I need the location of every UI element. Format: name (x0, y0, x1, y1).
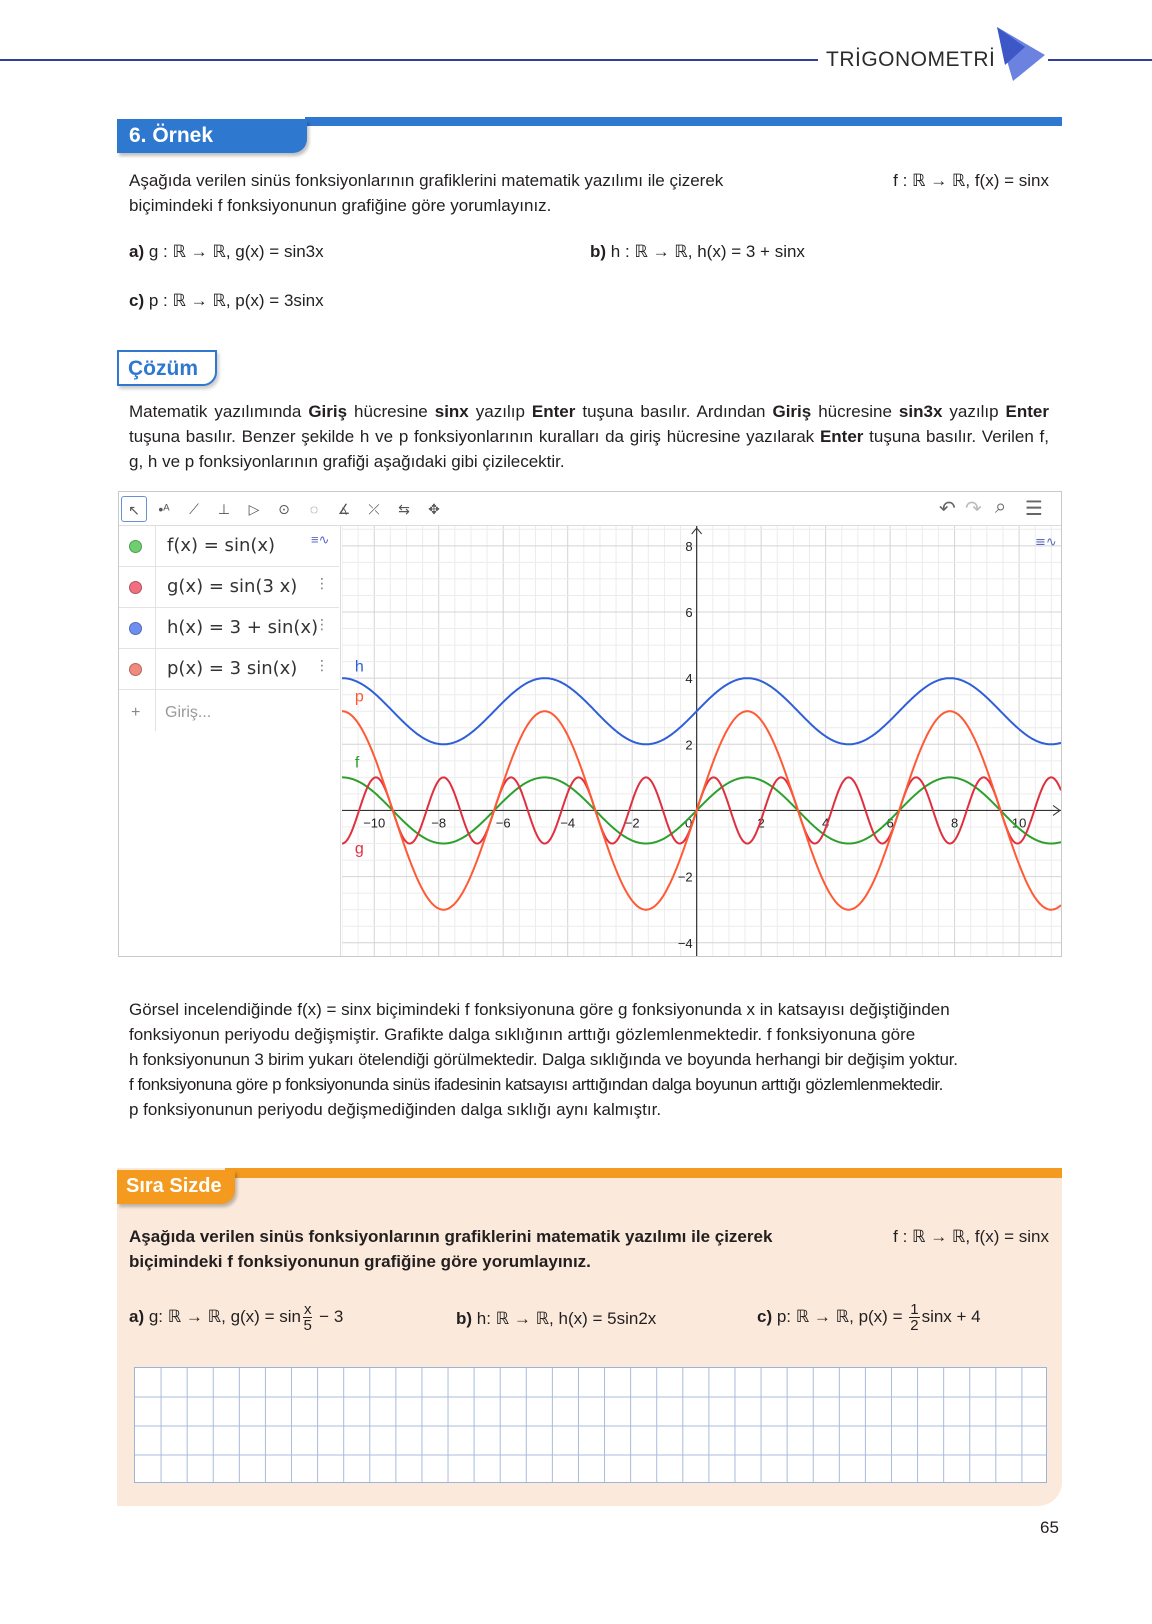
series-label-p: p (354, 688, 364, 706)
series-label-h: h (354, 658, 364, 676)
example-tab (117, 119, 307, 153)
x-tick-label: 8 (950, 815, 959, 831)
undo-icon[interactable]: ↶ (939, 498, 956, 520)
visibility-toggle[interactable] (129, 663, 142, 676)
item-c-label: c) (129, 291, 145, 310)
redo-icon[interactable]: ↷ (965, 498, 982, 520)
practice-item-b: b) h: ℝ → ℝ, h(x) = 5sin2x (456, 1309, 657, 1328)
line-tool-icon[interactable]: ⟋ (189, 501, 199, 517)
algebra-row-p[interactable] (119, 649, 339, 690)
item-c-text: p : ℝ → ℝ, p(x) = 3sinx (144, 291, 324, 310)
visibility-toggle[interactable] (129, 581, 142, 594)
answer-grid[interactable] (134, 1367, 1047, 1483)
practice-f: f : ℝ → ℝ, f(x) = sinx (893, 1227, 1049, 1246)
x-tick-label: −2 (624, 815, 640, 831)
more-options-icon[interactable]: ⋮ (315, 657, 329, 673)
algebra-expression[interactable]: p(x) = 3 sin(x) (167, 658, 298, 679)
y-tick-label: 2 (685, 737, 693, 753)
point-tool-icon[interactable]: •ᴬ (158, 501, 170, 517)
more-options-icon[interactable]: ⋮ (315, 616, 329, 632)
chapter-triangle-icon (995, 25, 1047, 83)
practice-line2: biçimindeki f fonksiyonunun grafiğine göre yorumlayınız. (129, 1252, 591, 1271)
header-rule-left (0, 59, 818, 61)
x-tick-label: 2 (757, 815, 765, 831)
example-intro-line2: biçimindeki f fonksiyonunun grafiğine göre yorumlayınız. (129, 196, 552, 215)
example-intro (129, 168, 1049, 218)
practice-item-c: c) p: ℝ → ℝ, p(x) = $\frac{1}{2}$ sinx + 4 (757, 1301, 981, 1334)
practice-heading-bar (225, 1168, 1062, 1178)
item-a-label: a) (129, 242, 145, 261)
example-intro-f: f : ℝ → ℝ, f(x) = sinx (893, 171, 1049, 190)
perpendicular-tool-icon[interactable]: ⊥ (217, 501, 231, 517)
circle-tool-icon[interactable]: ⊙ (278, 501, 290, 517)
practice-line1: Aşağıda verilen sinüs fonksiyonlarının grafiklerini matematik yazılımı ile çizerek (129, 1227, 773, 1246)
practice-item-a: a) g: ℝ → ℝ, g(x) = sin $\frac{x}{5}$ − 3 (129, 1301, 344, 1334)
solution-paragraph: Matematik yazılımında Giriş hücresine sinx yazılıp Enter tuşuna basılır. Ardından Giriş hücresine sin3x yazılıp Enter tuşuna basılır. Benzer şekilde h ve p fonksiyonlarının kuralları da giriş hücresine yazılarak Enter tuşuna basılır. Verilen f, g, h ve p fonksiyonlarının grafiği aşağıdaki gibi çizilecektir. (129, 402, 1049, 471)
x-tick-label: −10 (363, 815, 386, 831)
angle-tool-icon[interactable]: ∡ (337, 501, 351, 517)
x-tick-label: 10 (1011, 815, 1027, 831)
practice-question (129, 1224, 1049, 1274)
header-rule-right (1048, 59, 1152, 61)
move-tool-icon[interactable]: ↖ (121, 496, 147, 522)
algebra-expression[interactable]: h(x) = 3 + sin(x) (167, 617, 319, 638)
search-icon[interactable]: ⌕ (995, 496, 1007, 518)
item-b-label: b) (590, 242, 607, 261)
y-tick-label: −2 (677, 869, 693, 885)
series-label-f: f (354, 754, 360, 772)
solution-tab (117, 350, 217, 386)
remarks-paragraph: Görsel incelendiğinde f(x) = sinx biçimindeki f fonksiyonuna göre g fonksiyonunda x in katsayısı değiştiğinden fonksiyonun periyodu değişmiştir. Grafikte dalga sıklığının arttığı gözlemlenmektedir. f fonksiyonuna göre h fonksiyonunun 3 birim yukarı ötelendiği görülmektedir. Dalga sıklığında ve boyunda herhangi bir değişim yoktur. f fonksiyonuna göre p fonksiyonunda sinüs ifadesinin katsayısı arttığından dalga boyunun arttığı gözlemlenmektedir. p fonksiyonunun periyodu değişmediğinden dalga sıklığı aynı kalmıştır. (129, 1000, 958, 1119)
example-item-b (590, 242, 805, 262)
solution-tab-label: Çözüm (128, 357, 198, 380)
more-options-icon[interactable]: ⋮ (315, 575, 329, 591)
geogebra-toolbar (119, 492, 1061, 526)
visibility-toggle[interactable] (129, 622, 142, 635)
y-tick-label: 6 (685, 605, 693, 620)
add-input-icon[interactable]: + (131, 704, 141, 721)
practice-tab (117, 1170, 235, 1204)
visibility-toggle[interactable] (129, 540, 142, 553)
algebra-view (119, 526, 341, 956)
polygon-tool-icon[interactable]: ▷ (248, 501, 260, 517)
conic-tool-icon[interactable]: ◌ (309, 501, 319, 517)
example-tab-label: 6. Örnek (129, 124, 214, 147)
chapter-title: TRİGONOMETRİ (826, 48, 996, 71)
y-tick-label: 4 (685, 671, 693, 687)
x-tick-label: 0 (685, 815, 693, 831)
algebra-style-icon[interactable]: ≡∿ (311, 532, 330, 547)
algebra-input-row[interactable] (119, 690, 339, 731)
item-a-text: g : ℝ → ℝ, g(x) = sin3x (144, 242, 324, 261)
algebra-input-field[interactable]: Giriş... (165, 704, 212, 721)
graphics-view[interactable] (342, 526, 1061, 956)
move-view-tool-icon[interactable]: ✥ (428, 501, 440, 517)
algebra-row-g[interactable] (119, 567, 339, 608)
y-tick-label: −4 (677, 935, 693, 951)
algebra-expression[interactable]: g(x) = sin(3 x) (167, 576, 298, 597)
y-tick-label: 8 (685, 538, 693, 554)
x-tick-label: −4 (560, 815, 576, 831)
practice-tab-label: Sıra Sizde (126, 1175, 222, 1197)
algebra-row-f[interactable] (119, 526, 339, 567)
algebra-row-h[interactable] (119, 608, 339, 649)
menu-icon[interactable]: ☰ (1025, 498, 1043, 520)
example-item-c (129, 291, 324, 311)
x-tick-label: −8 (431, 815, 447, 831)
item-b-text: h : ℝ → ℝ, h(x) = 3 + sinx (606, 242, 805, 261)
example-item-a (129, 242, 324, 262)
page-number: 65 (1040, 1518, 1059, 1537)
x-tick-label: 6 (886, 815, 894, 831)
example-heading-bar (305, 117, 1062, 126)
series-label-g: g (354, 840, 364, 858)
algebra-expression[interactable]: f(x) = sin(x) (167, 535, 276, 556)
graphics-style-icon: ≡∿ (1035, 535, 1057, 550)
geogebra-window (118, 491, 1062, 957)
x-tick-label: 4 (822, 815, 830, 831)
slider-tool-icon[interactable]: ⇆ (398, 501, 410, 517)
reflect-tool-icon[interactable]: ⤫ (368, 501, 380, 517)
x-tick-label: −6 (495, 815, 511, 831)
example-intro-line1: Aşağıda verilen sinüs fonksiyonlarının grafiklerini matematik yazılımı ile çizerek (129, 171, 724, 190)
